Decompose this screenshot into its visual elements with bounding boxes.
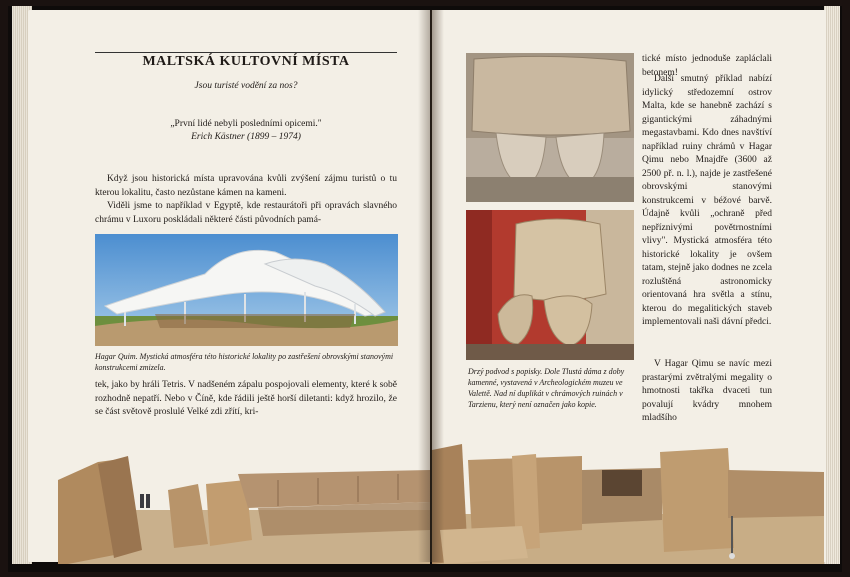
megalith-ruins-photo-left (58, 440, 430, 564)
hagar-qim-tent-photo (95, 234, 398, 346)
right-page-edges (824, 6, 840, 564)
paragraph-1: Když jsou historická místa upravována kvůli zvýšení zájmu turistů o tu kterou lokalitu, často nezůstane kámen na kameni. (95, 174, 397, 198)
chapter-subtitle: Jsou turisté vodění za nos? (194, 81, 298, 91)
museum-photo-caption: Drzý podvod s popisky. Dole Tlustá dáma z doby kamenné, vystavená v Archeologickém muzeu ve Valettě. Nad ní duplikát v chrámových ruinách v Tarzienu, který není označen jako kopie. (468, 367, 625, 409)
paragraph-3: tek, jako by hráli Tetris. V nadšeném zápalu pospojovali elementy, které k sobě rozhodně nepatří. Nebo v Číně, kde řádili ještě horší diletanti: když hrozilo, že se část světově proslulé Velké zdi zřítí, kri- (95, 380, 397, 417)
right-column-part-3: V Hagar Qimu se navíc mezi prastarými zvětralými megality o hmotnosti takřka dvaceti tun povalují kvádry mnohem mladšího (642, 359, 772, 423)
epigraph-author: Erich Kästner (1899 – 1974) (191, 132, 301, 142)
epigraph-quote: „První lidé nebyli posledními opicemi." (170, 119, 322, 129)
tent-photo-caption: Hagar Quim. Mystická atmosféra této historické lokality po zastřešení obrovskými stanovými konstrukcemi zmizela. (95, 352, 394, 372)
megalith-ruins-photo-right (432, 430, 824, 564)
title-rule (95, 52, 397, 53)
right-column-part-2: Další smutný příklad nabízí idylický středozemní ostrov Malta, kde se hanebně zachází s gigantickými záhadnými megastavbami. Kdo dnes navštíví například ruiny chrámů v Hagar Qimu nebo Mnajdře (3600 až 2500 př. n. l.), najde je zastřešené obrovskými stanovými konstrukcemi v béžové barvě. Údajně kvůli „ochraně před nepříznivými povětrnostními vlivy". Mystická atmosféra této historické lokality je ovšem tatam, stejně jako dodnes ne zcela rozluštěná astronomicky orientovaná hra světla a stínu, kterou do megalitických staveb implementovali naši dávní předci. (642, 74, 772, 327)
fat-lady-museum-photo (466, 210, 634, 360)
paragraph-2: Viděli jsme to například v Egyptě, kde restaurátoři při opravách slavného chrámu v Luxoru poskládali některé části původních pamá- (95, 201, 397, 225)
fat-lady-replica-photo (466, 53, 634, 202)
right-column-part-1: tické místo jednoduše zapláclali betonem! (642, 54, 772, 78)
chapter-title: MALTSKÁ KULTOVNÍ MÍSTA (142, 54, 350, 69)
